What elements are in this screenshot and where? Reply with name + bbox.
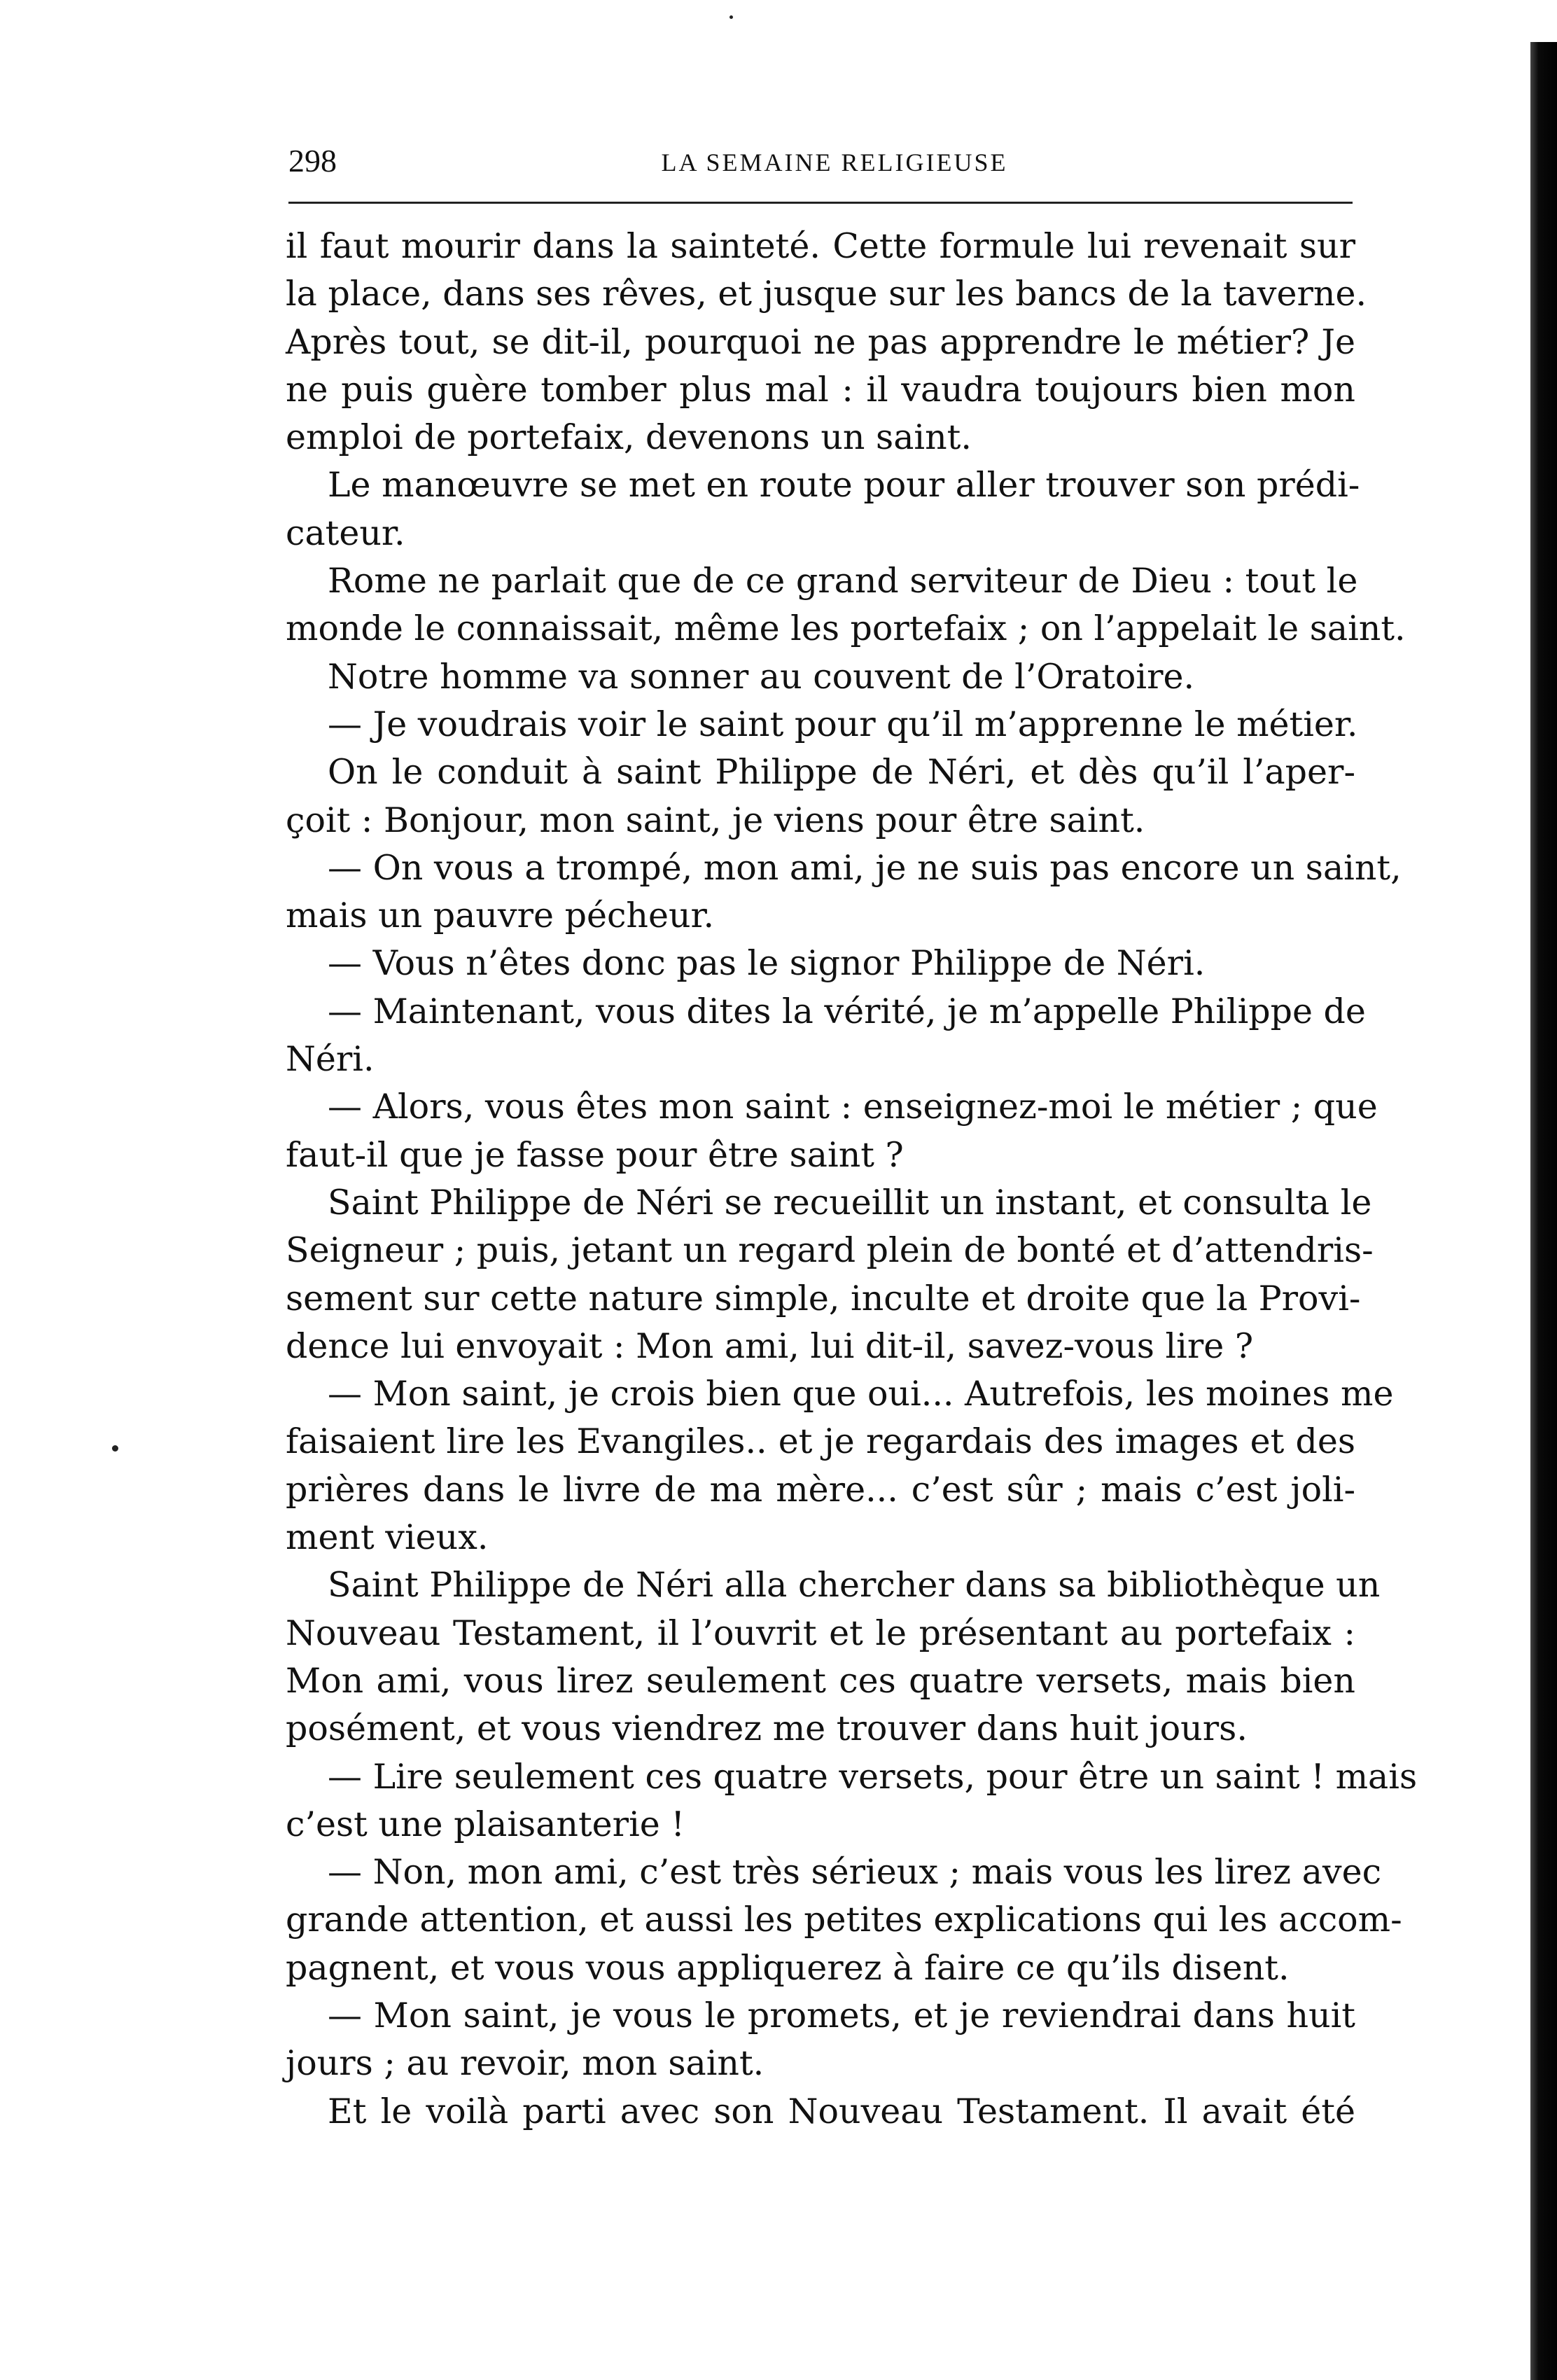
- scanned-page-edge: [1530, 42, 1557, 2380]
- text-line: il faut mourir dans la sainteté. Cette formule lui revenait sur: [286, 226, 1355, 266]
- text-line: On le conduit à saint Philippe de Néri, et dès qu’il l’aper-: [328, 752, 1355, 793]
- text-line: — Vous n’êtes donc pas le signor Philippe de Néri.: [328, 943, 1206, 984]
- scan-speck: [112, 1445, 118, 1452]
- body-text: [286, 223, 1418, 2136]
- text-line: cateur.: [286, 513, 405, 553]
- text-line: — Mon saint, je vous le promets, et je reviendrai dans huit: [328, 1995, 1355, 2035]
- text-line: sement sur cette nature simple, inculte et droite que la Provi-: [286, 1278, 1361, 1318]
- text-line: — Maintenant, vous dites la vérité, je m’appelle Philippe de: [328, 991, 1366, 1031]
- page-header: [288, 140, 1353, 189]
- running-title: LA SEMAINE RELIGIEUSE: [661, 148, 1008, 176]
- text-line: ne puis guère tomber plus mal : il vaudra toujours bien mon: [286, 369, 1355, 410]
- text-line: Saint Philippe de Néri alla chercher dans sa bibliothèque un: [328, 1565, 1381, 1606]
- text-line: monde le connaissait, même les portefaix ; on l’appelait le saint.: [286, 608, 1406, 649]
- text-line: Après tout, se dit-il, pourquoi ne pas apprendre le métier? Je: [286, 321, 1355, 362]
- text-line: — Lire seulement ces quatre versets, pour être un saint ! mais: [328, 1756, 1418, 1797]
- text-line: la place, dans ses rêves, et jusque sur les bancs de la taverne.: [286, 274, 1367, 314]
- text-line: — Alors, vous êtes mon saint : enseignez-moi le métier ; que: [328, 1087, 1378, 1127]
- text-line: faisaient lire les Evangiles.. et je regardais des images et des: [286, 1421, 1355, 1462]
- text-line: jours ; au revoir, mon saint.: [286, 2043, 764, 2084]
- text-line: pagnent, et vous vous appliquerez à faire ce qu’ils disent.: [286, 1947, 1290, 1988]
- text-line: dence lui envoyait : Mon ami, lui dit-il, savez-vous lire ?: [286, 1325, 1254, 1366]
- text-line: faut-il que je fasse pour être saint ?: [286, 1134, 904, 1175]
- header-rule: [288, 202, 1353, 204]
- text-line: — Mon saint, je crois bien que oui... Autrefois, les moines me: [328, 1374, 1394, 1414]
- text-line: Et le voilà parti avec son Nouveau Testament. Il avait été: [328, 2091, 1355, 2131]
- text-line: emploi de portefaix, devenons un saint.: [286, 417, 972, 458]
- text-line: Nouveau Testament, il l’ouvrit et le présentant au portefaix :: [286, 1613, 1355, 1653]
- text-line: posément, et vous viendrez me trouver dans huit jours.: [286, 1709, 1248, 1749]
- page-number: 298: [288, 143, 337, 179]
- text-line: — Non, mon ami, c’est très sérieux ; mais vous les lirez avec: [328, 1852, 1382, 1893]
- text-line: Rome ne parlait que de ce grand serviteur de Dieu : tout le: [328, 561, 1358, 601]
- scan-speck: [729, 15, 733, 19]
- text-line: Mon ami, vous lirez seulement ces quatre versets, mais bien: [286, 1660, 1355, 1701]
- text-line: Le manœuvre se met en route pour aller trouver son prédi-: [328, 465, 1360, 506]
- text-line: — Je voudrais voir le saint pour qu’il m’apprenne le métier.: [328, 704, 1358, 744]
- text-line: — On vous a trompé, mon ami, je ne suis pas encore un saint,: [328, 847, 1402, 888]
- text-line: grande attention, et aussi les petites explications qui les accom-: [286, 1900, 1402, 1940]
- text-line: c’est une plaisanterie !: [286, 1804, 685, 1844]
- text-line: Néri.: [286, 1039, 375, 1080]
- text-line: Seigneur ; puis, jetant un regard plein de bonté et d’attendris-: [286, 1230, 1374, 1271]
- text-line: mais un pauvre pécheur.: [286, 896, 715, 936]
- text-line: ment vieux.: [286, 1517, 489, 1558]
- text-line: çoit : Bonjour, mon saint, je viens pour être saint.: [286, 800, 1145, 840]
- text-line: Saint Philippe de Néri se recueillit un instant, et consulta le: [328, 1182, 1372, 1223]
- text-line: Notre homme va sonner au couvent de l’Oratoire.: [328, 656, 1195, 697]
- text-line: prières dans le livre de ma mère... c’est sûr ; mais c’est joli-: [286, 1469, 1355, 1510]
